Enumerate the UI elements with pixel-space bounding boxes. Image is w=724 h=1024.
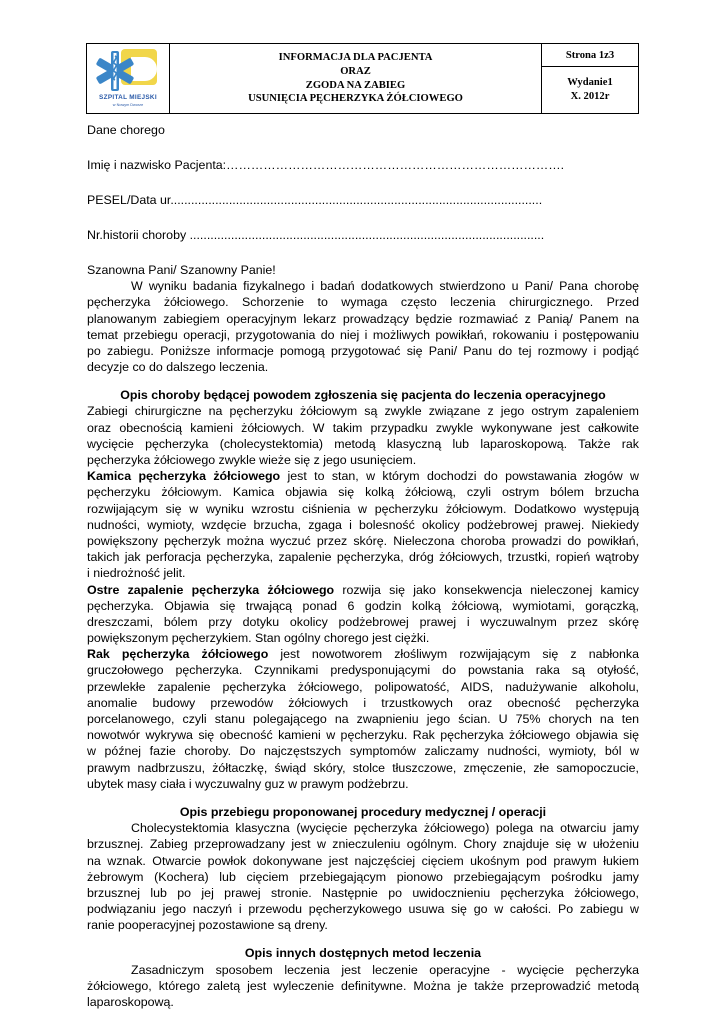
body-line: oraz obecnością kamieni żółciowych. W takim przypadku zwykle wykonywane jest całkowite — [87, 420, 639, 435]
body-line: Kamica pęcherzyka żółciowego jest to stan, w którym dochodzi do powstawania złogów w — [87, 469, 639, 484]
body-line: nowotwór wykrywa się obecność kamieni w pęcherzyku. Rak pęcherzyka żółciowego objawia się — [87, 728, 639, 743]
body-line: powiększony pęcherzyk można wyczuć przez skórę. Nieleczona choroba prowadzi do powikłań, — [87, 533, 639, 548]
patient-data-label: Dane chorego — [87, 123, 165, 137]
document-header — [86, 43, 639, 114]
body-line: rozwijającym się w wyniku wzrostu ciśnienia w pęcherzyku żółciowym. Dodatkowo występują — [87, 501, 639, 516]
intro-line: temat przebiegu operacji, przygotowania do niej i możliwych powikłań, rokowaniu i postępowaniu — [87, 327, 639, 342]
body-line: żółciowego, którego zaletą jest wyleczenie definitywne. Można je także przeprowadzić metodą — [87, 978, 639, 993]
pesel-field[interactable]: PESEL/Data ur............................................................................................................ — [87, 192, 543, 207]
intro-line: W wyniku badania fizykalnego i badań dodatkowych stwierdzono u Pani/ Pana chorobę — [131, 279, 639, 294]
document-title — [170, 44, 542, 113]
term-rak: Rak pęcherzyka żółciowego — [87, 647, 269, 662]
edition-date: X. 2012r — [570, 91, 610, 102]
term-kamica: Kamica pęcherzyka żółciowego — [87, 469, 281, 484]
body-line: gruczołowego pęcherzyka. Czynnikami predysponującymi do powstania raka są otyłość, — [87, 663, 639, 678]
body-line: dreszczami, bólem przy dotyku okolicy podżebrowej prawej i wyczuwalnym przez skórę — [87, 614, 639, 629]
logo-name: SZPITAL MIEJSKI — [99, 94, 157, 101]
history-number-field[interactable]: Nr.historii choroby ....................................................................................................... — [87, 227, 545, 242]
logo-subtitle: w Nowym Dworze — [112, 103, 144, 107]
body-line: pęcherzyku żółciowym. Kamica objawia się kolką żółciową, czyli ostrym bólem brzucha — [87, 485, 639, 500]
body-line: brzusznej. Zabieg przeprowadzany jest w znieczuleniu ogólnym. Chory znajduje się w ułożeniu — [87, 837, 639, 852]
body-line: żebrowym (Kochera) lub cięciem przebiegającym pionowo przebiegającym pośrodku jamy — [87, 869, 639, 884]
body-line: ranie pooperacyjnej pozostawione są dreny. — [87, 918, 328, 933]
body-line: prawym nadbrzuszu, żółtaczkę, świąd skóry, stolce tłuszczowe, zmęczenie, złe samopoczucie, — [87, 760, 639, 775]
document-meta — [542, 44, 638, 113]
body-line: Ostre zapalenie pęcherzyka żółciowego rozwija się jako konsekwencja nieleczonej kamicy — [87, 582, 639, 597]
intro-line: decyzje co do dalszego leczenia. — [87, 360, 269, 375]
body-line: przewlekłe zapalenie pęcherzyka żółciowego, polipowatość, AIDS, nadużywanie alkoholu, — [87, 679, 639, 694]
body-line: Rak pęcherzyka żółciowego jest nowotworem złośliwym rozwijającym się z nabłonka — [87, 647, 639, 662]
edition: Wydanie1 — [567, 77, 613, 88]
intro-line: po zabiegu. Poniższe informacje pomogą przygotować się Pani/ Panu do tej rozmowy i podjąć — [87, 343, 639, 358]
body-line: ubytek masy ciała i wyczuwalny guz w prawym podżebrzu. — [87, 776, 409, 791]
body-line: w późnej fazie choroby. Do najczęstszych symptomów zaliczamy nudności, wymioty, ból w — [87, 744, 639, 759]
body-line: pęcherzyka żółciowego zwykle wieże się z jego usunięciem. — [87, 453, 417, 467]
intro-line: pęcherzyka żółciowego. Schorzenie to wymaga często leczenia chirurgicznego. Przed — [87, 295, 639, 310]
section-heading-other-methods: Opis innych dostępnych metod leczenia — [244, 946, 482, 961]
body-line: na wznak. Otwarcie powłok dokonywane jest najczęściej cięciem ukośnym pod prawym łukiem — [87, 853, 639, 868]
star-of-life-icon — [91, 47, 165, 95]
patient-name-field[interactable]: Imię i nazwisko Pacjenta:………………………………………………………………………. — [87, 157, 565, 172]
section-heading-disease: Opis choroby będącej powodem zgłoszenia się pacjenta do leczenia operacyjnego — [120, 388, 606, 403]
body-line: nudności, wymioty, wzdęcie brzucha, zgaga i bolesność okolicy podżebrowej prawej. Niekiedy — [87, 517, 639, 532]
body-line: takich jak perforacja pęcherzyka, zapalenie pęcherzyka, dróg żółciowych, trzustki, ropień wątroby — [87, 550, 639, 565]
body-line: podwiązaniu jego naczyń i przewodu pęcherzykowego usuwa się go w całości. Po zabiegu w — [87, 902, 639, 917]
title-line: INFORMACJA DLA PACJENTA — [278, 52, 433, 64]
page-number: Strona 1z3 — [542, 44, 638, 67]
title-line: ZGODA NA ZABIEG — [305, 79, 406, 91]
body-line: i niedrożność jelit. — [87, 566, 186, 581]
body-line: porcelanowego, czyli stanu polegającego na zwapnieniu jego ścian. U 75% chorych na ten — [87, 712, 639, 726]
body-line: Cholecystektomia klasyczna (wycięcie pęcherzyka żółciowego) polega na otwarciu jamy — [131, 821, 639, 836]
term-ostre: Ostre zapalenie pęcherzyka żółciowego — [87, 582, 335, 597]
section-heading-procedure: Opis przebiegu proponowanej procedury medycznej / operacji — [179, 804, 547, 819]
document-body — [87, 122, 639, 1010]
body-line: Zasadniczym sposobem leczenia jest leczenie operacyjne - wycięcie pęcherzyka — [131, 962, 639, 977]
body-line: brzusznej lub po jej prawej stronie. Następnie po uwidocznieniu pęcherzyka żółciowego, — [87, 885, 639, 900]
body-line: powiększonym pęcherzykiem. Stan ogólny chorego jest ciężki. — [87, 631, 430, 646]
body-line: wycięcie pęcherzyka (cholecystektomia) metodą klasyczną lub laparoskopową. Także rak — [87, 436, 639, 451]
hospital-logo — [87, 44, 170, 113]
body-line: pęcherzyka. Objawia się trwającą ponad 6 godzin kolką żółciową, wymiotami, gorączką, — [87, 598, 639, 613]
title-line: USUNIĘCIA PĘCHERZYKA ŻÓŁCIOWEGO — [248, 93, 463, 105]
intro-line: planowanym zabiegiem operacyjnym lekarz prowadzący będzie rozmawiać z Panią/ Panem na — [87, 311, 639, 326]
body-line: anomalie budowy przewodów żółciowych i trzustkowych oraz obecność pęcherzyka — [87, 695, 639, 710]
title-line: ORAZ — [340, 65, 371, 77]
body-line: laparoskopową. — [87, 995, 174, 1009]
body-line: Zabiegi chirurgiczne na pęcherzyku żółciowym są zwykle związane z jego ostrym zapaleniem — [87, 404, 639, 419]
salutation: Szanowna Pani/ Szanowny Panie! — [87, 262, 276, 277]
